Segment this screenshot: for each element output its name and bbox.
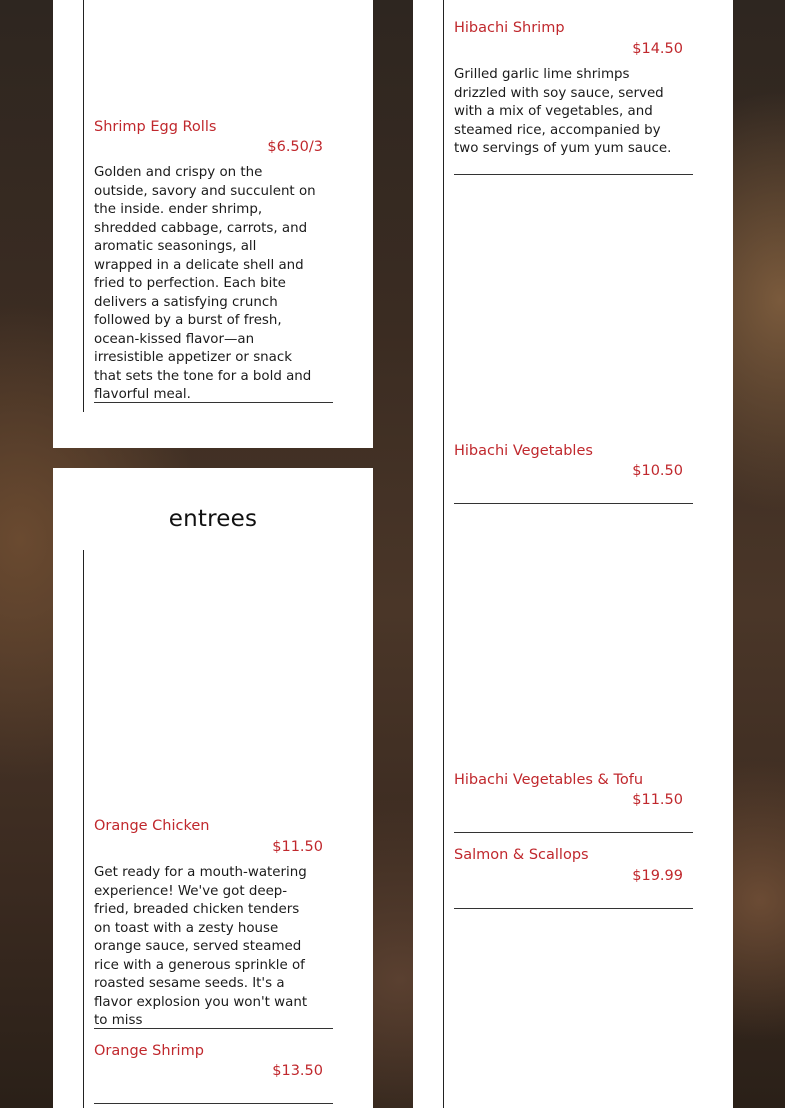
menu-item-price: $11.50	[632, 792, 683, 808]
menu-item-name: Hibachi Vegetables & Tofu	[454, 772, 644, 788]
section-title: entrees	[168, 506, 258, 532]
menu-item-price: $11.50	[272, 839, 323, 855]
menu-item-description: Grilled garlic lime shrimps drizzled with soy sauce, served with a mix of vegetables, and steamed rice, accompanied by two servings of yum yum sauce.	[454, 67, 672, 156]
menu-item-name: Shrimp Egg Rolls	[94, 119, 217, 135]
card-divider	[83, 0, 84, 412]
menu-item-separator	[94, 402, 333, 403]
card-divider	[83, 550, 84, 1108]
menu-item-price: $6.50/3	[267, 139, 323, 155]
menu-item-name: Hibachi Vegetables	[454, 443, 593, 459]
menu-item-name: Salmon & Scallops	[454, 847, 589, 863]
menu-item-separator	[454, 503, 693, 504]
menu-item-separator	[454, 174, 693, 175]
menu-item-price: $13.50	[272, 1063, 323, 1079]
menu-item-price: $14.50	[632, 41, 683, 57]
appetizers-card	[53, 0, 373, 448]
menu-item-price: $10.50	[632, 463, 683, 479]
hibachi-card	[413, 0, 733, 1108]
menu-item-separator	[454, 832, 693, 833]
menu-item-description: Get ready for a mouth-watering experience! We've got deep-fried, breaded chicken tenders on toast with a zesty house orange sauce, served steamed rice with a generous sprinkle of roasted sesame seeds. It's a flavor explosion you won't want to miss	[94, 865, 308, 1028]
menu-item-separator	[94, 1028, 333, 1029]
menu-item-price: $19.99	[632, 868, 683, 884]
menu-item-name: Orange Shrimp	[94, 1043, 204, 1059]
menu-item-separator	[94, 1103, 333, 1104]
menu-item-separator	[454, 908, 693, 909]
menu-item-name: Hibachi Shrimp	[454, 20, 565, 36]
card-divider	[443, 0, 444, 1108]
menu-item-description: Golden and crispy on the outside, savory and succulent on the inside. ender shrimp, shredded cabbage, carrots, and aromatic seasonings, all wrapped in a delicate shell and fried to perfection. Each bite delivers a satisfying crunch followed by a burst of fresh, ocean-kissed flavor—an irresistible appetizer or snack that sets the tone for a bold and flavorful meal.	[94, 165, 316, 402]
menu-item-name: Orange Chicken	[94, 818, 210, 834]
entrees-card	[53, 468, 373, 1108]
